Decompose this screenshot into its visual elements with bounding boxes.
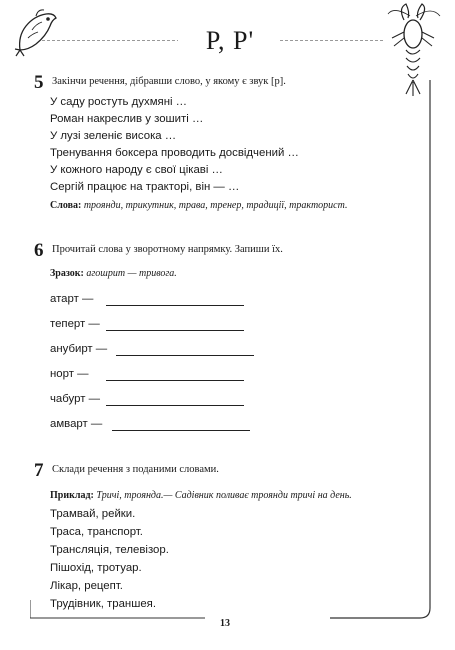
exercise-7-pair: Лікар, рецепт.: [50, 580, 123, 592]
answer-line[interactable]: [106, 305, 244, 306]
word-bank-label: Слова:: [50, 200, 82, 211]
exercise-5-instruction: Закінчи речення, дібравши слово, у якому є звук [р].: [52, 76, 286, 87]
example-label: Приклад:: [50, 490, 94, 501]
crayfish-icon: [384, 2, 444, 100]
reversed-word: атарт —: [50, 293, 94, 305]
answer-line[interactable]: [106, 380, 244, 381]
exercise-7-pair: Трамвай, рейки.: [50, 508, 136, 520]
exercise-6-sample: [50, 268, 177, 279]
exercise-5-sentence: Сергій працює на тракторі, він — …: [50, 181, 240, 193]
page-number: 13: [220, 618, 230, 629]
exercise-5-sentence: У кожного народу є свої цікаві …: [50, 164, 223, 176]
reversed-word: норт —: [50, 368, 89, 380]
answer-line[interactable]: [112, 430, 250, 431]
exercise-6-number: 6: [34, 240, 44, 261]
exercise-6-instruction: Прочитай слова у зворотному напрямку. Запиши їх.: [52, 244, 283, 255]
reversed-word: анубирт —: [50, 343, 108, 355]
exercise-7-pair: Трудівник, траншея.: [50, 598, 157, 610]
word-bank-words: троянди, трикутник, трава, тренер, традиції, тракторист.: [83, 200, 348, 211]
exercise-5-sentence: У саду ростуть духмяні …: [50, 96, 188, 108]
exercise-5-number: 5: [34, 72, 44, 93]
answer-line[interactable]: [116, 355, 254, 356]
sample-text: агошрит — тривога.: [86, 268, 177, 279]
exercise-7-pair: Пішохід, тротуар.: [50, 562, 142, 574]
exercise-5-sentence: У лузі зеленіє висока …: [50, 130, 177, 142]
sample-label: Зразок:: [50, 268, 84, 279]
exercise-5-sentence: Роман накреслив у зошиті …: [50, 113, 204, 125]
page-title: Р, Р': [205, 26, 255, 55]
answer-line[interactable]: [106, 330, 244, 331]
answer-line[interactable]: [106, 405, 244, 406]
reversed-word: теперт —: [50, 318, 100, 330]
exercise-7-example: [50, 490, 352, 501]
exercise-7-pair: Трансляція, телевізор.: [50, 544, 169, 556]
exercise-7-instruction: Склади речення з поданими словами.: [52, 464, 219, 475]
exercise-5-sentence: Тренування боксера проводить досвідчений …: [50, 147, 299, 159]
reversed-word: чабурт —: [50, 393, 100, 405]
example-text: Тричі, троянда.— Садівник поливає троянди тричі на день.: [96, 490, 352, 501]
exercise-7-pair: Траса, транспорт.: [50, 526, 143, 538]
reversed-word: амварт —: [50, 418, 103, 430]
exercise-7-number: 7: [34, 460, 44, 481]
exercise-5-word-bank: [50, 200, 347, 211]
fish-icon: [14, 6, 60, 58]
